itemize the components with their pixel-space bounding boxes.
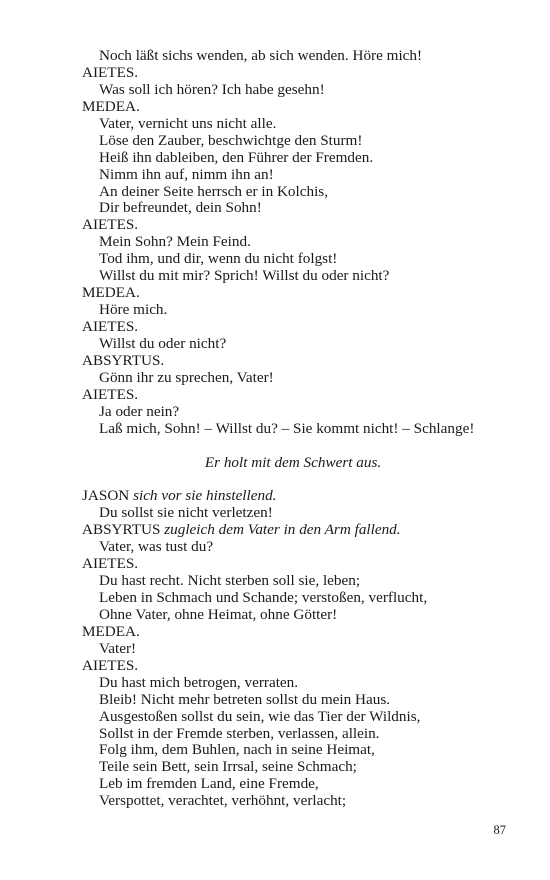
verse-line: Mein Sohn? Mein Feind. <box>99 233 251 251</box>
verse-line: Vater! <box>99 639 137 657</box>
stage-direction: Er holt mit dem Schwert aus. <box>204 453 382 471</box>
page-number: 87 <box>493 823 506 837</box>
stage-direction: sich vor sie hinstellend. <box>133 487 277 505</box>
blank-line <box>82 438 522 455</box>
verse-line: Willst du oder nicht? <box>99 334 227 352</box>
verse-line: Sollst in der Fremde sterben, verlassen, allein. <box>99 724 380 742</box>
speaker-name: AIETES. <box>82 555 139 573</box>
speaker-name: MEDEA. <box>82 284 140 302</box>
speaker-name: MEDEA. <box>82 622 140 640</box>
speaker-name: AIETES. <box>82 385 139 403</box>
speaker-with-direction <box>82 488 522 505</box>
speaker-name: AIETES. <box>82 216 139 234</box>
verse-line: Willst du mit mir? Sprich! Willst du oder nicht? <box>99 267 390 285</box>
verse-line: Teile sein Bett, sein Irrsal, seine Schmach; <box>99 758 357 776</box>
verse-line: Gönn ihr zu sprechen, Vater! <box>99 368 274 386</box>
verse-line: Verspottet, verachtet, verhöhnt, verlacht; <box>99 792 347 810</box>
stage-direction: zugleich dem Vater in den Arm fallend. <box>164 521 401 539</box>
verse-line: Noch läßt sichs wenden, ab sich wenden. Höre mich! <box>99 47 423 64</box>
verse-line: Höre mich. <box>99 301 168 319</box>
verse-line: Vater, was tust du? <box>99 538 214 556</box>
speaker-name: AIETES. <box>82 63 139 81</box>
play-text <box>82 48 522 810</box>
speaker-name: ABSYRTUS. <box>82 351 165 369</box>
speaker-name: AIETES. <box>82 318 139 335</box>
verse-line: Laß mich, Sohn! – Willst du? – Sie kommt nicht! – Schlange! <box>99 419 475 437</box>
verse-line: Was soll ich hören? Ich habe gesehn! <box>99 80 325 98</box>
verse-line: Vater, vernicht uns nicht alle. <box>99 114 277 132</box>
verse-line: An deiner Seite herrsch er in Kolchis, <box>99 182 329 200</box>
verse-line: Löse den Zauber, beschwichtge den Sturm! <box>99 131 363 149</box>
verse-line: Ausgestoßen sollst du sein, wie das Tier der Wildnis, <box>99 707 421 725</box>
verse-line: Du hast recht. Nicht sterben soll sie, leben; <box>99 572 361 590</box>
speaker-name: JASON <box>82 487 130 505</box>
speaker-name: MEDEA. <box>82 97 140 115</box>
verse-line: Dir befreundet, dein Sohn! <box>99 199 262 217</box>
verse-line: Leb im fremden Land, eine Fremde, <box>99 775 319 793</box>
verse-line: Ohne Vater, ohne Heimat, ohne Götter! <box>99 605 338 623</box>
verse-line: Du hast mich betrogen, verraten. <box>99 673 299 691</box>
verse-line: Folg ihm, dem Buhlen, nach in seine Heimat, <box>99 741 375 759</box>
verse-line: Leben in Schmach und Schande; verstoßen, verflucht, <box>99 589 428 606</box>
verse-line: Heiß ihn dableiben, den Führer der Fremden. <box>99 148 374 166</box>
verse-line: Nimm ihn auf, nimm ihn an! <box>99 165 274 183</box>
speaker-with-direction <box>82 522 522 539</box>
verse-line: Bleib! Nicht mehr betreten sollst du mein Haus. <box>99 690 391 708</box>
verse-line: Ja oder nein? <box>99 402 180 420</box>
blank-line <box>82 471 522 488</box>
speaker-name: ABSYRTUS <box>82 521 161 539</box>
verse-line: Tod ihm, und dir, wenn du nicht folgst! <box>99 250 338 268</box>
speaker-name: AIETES. <box>82 656 139 674</box>
verse-line: Du sollst sie nicht verletzen! <box>99 504 273 522</box>
